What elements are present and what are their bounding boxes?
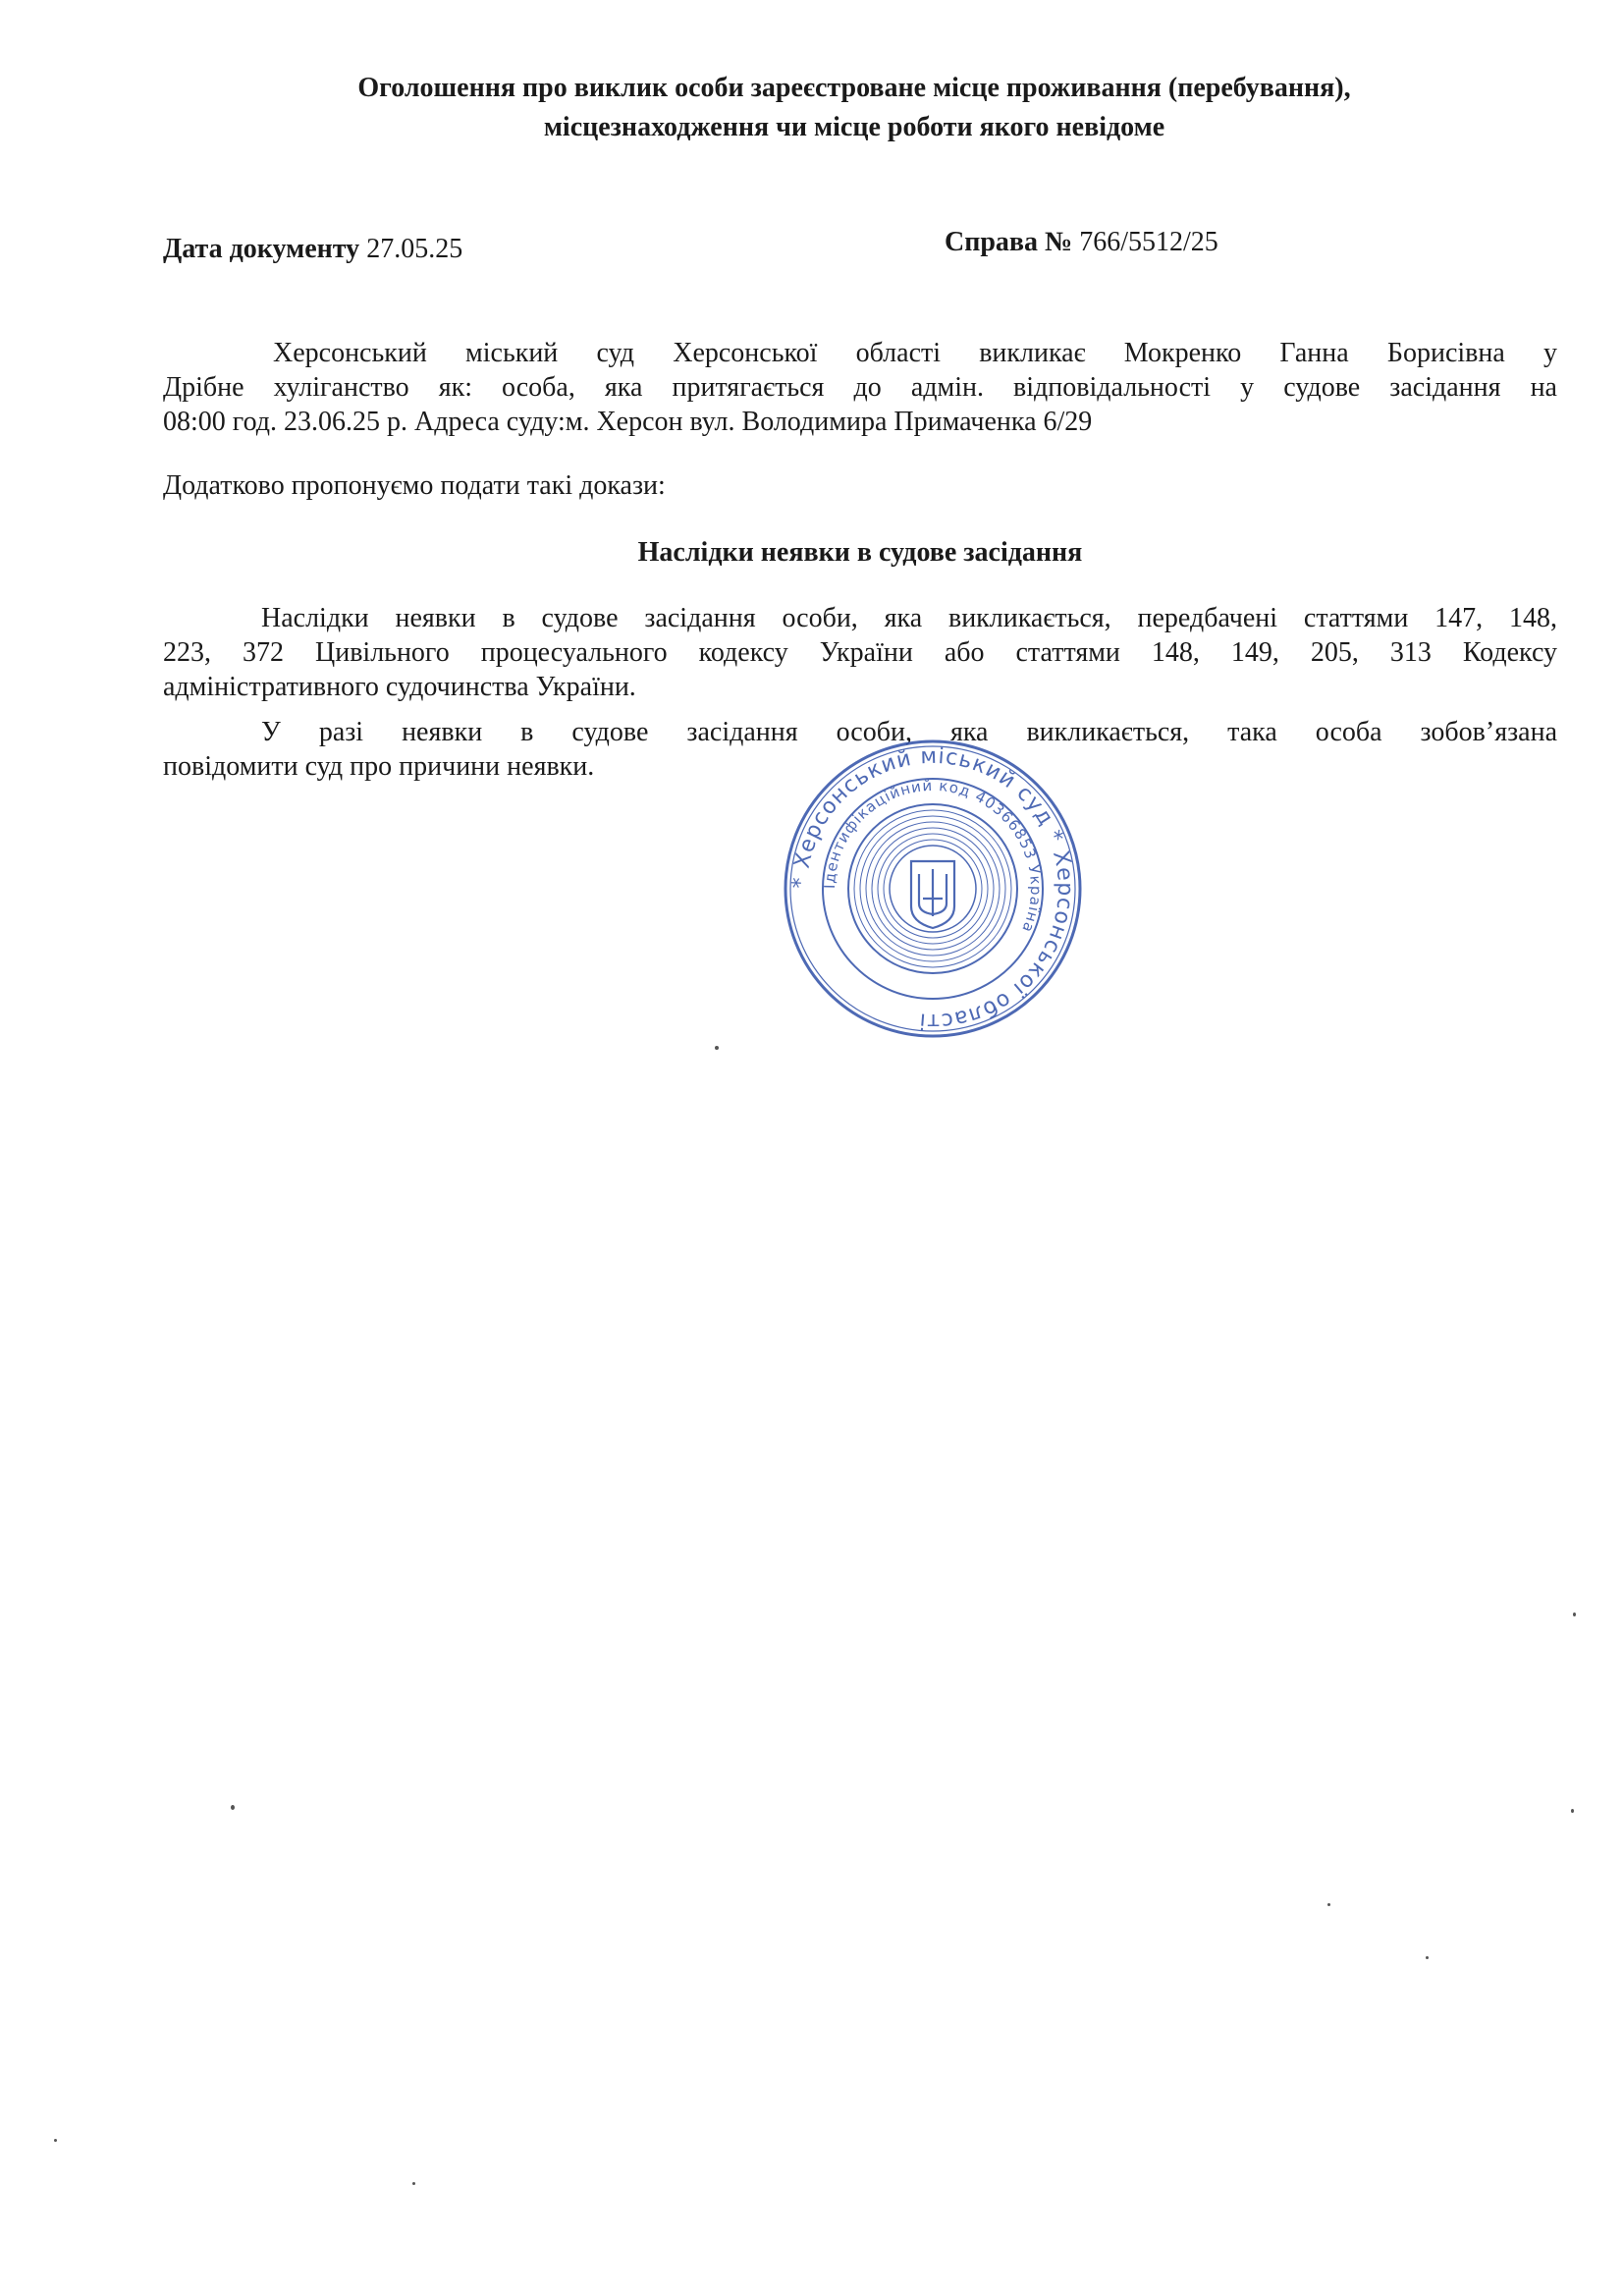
scan-speck bbox=[1573, 1613, 1576, 1616]
scan-speck bbox=[54, 2139, 57, 2142]
scan-speck bbox=[1426, 1956, 1429, 1959]
title-line-1: Оголошення про виклик особи зареєстроване місце проживання (перебування), bbox=[357, 73, 1351, 103]
scan-speck bbox=[1571, 1809, 1574, 1813]
scan-speck bbox=[231, 1805, 235, 1810]
consequences-paragraph bbox=[163, 601, 1557, 704]
case-value: 766/5512/25 bbox=[1079, 227, 1218, 257]
seal-outer-text: * Херсонський міський суд * Херсонської області bbox=[787, 743, 1078, 1034]
summons-line-3: 08:00 год. 23.06.25 р. Адреса суду:м. Херсон вул. Володимира Примаченка 6/29 bbox=[163, 407, 1093, 437]
summons-line-2: Дрібне хуліганство як: особа, яка притягається до адмін. відповідальності у судове засідання на bbox=[163, 372, 1557, 403]
notice-line-1: У разі неявки в судове засідання особи, яка викликається, така особа зобов’язана bbox=[261, 717, 1557, 747]
date-label: Дата документу bbox=[163, 234, 360, 264]
trident-emblem-icon bbox=[911, 861, 954, 928]
date-value: 27.05.25 bbox=[366, 234, 463, 264]
summons-line-1: Херсонський міський суд Херсонської області викликає Мокренко Ганна Борисівна у bbox=[273, 338, 1557, 368]
notice-line-2: повідомити суд про причини неявки. bbox=[163, 751, 595, 782]
scan-speck bbox=[1327, 1903, 1330, 1906]
scan-speck bbox=[412, 2182, 415, 2185]
seal-inner-text: Ідентифікаційний код 40366853 Україна bbox=[820, 776, 1046, 936]
consequences-line-2: 223, 372 Цивільного процесуального кодексу України або статтями 148, 149, 205, 313 Кодексу bbox=[163, 637, 1557, 668]
title-line-2: місцезнаходження чи місце роботи якого невідоме bbox=[543, 112, 1165, 142]
document-title bbox=[167, 69, 1542, 147]
evidence-text: Додатково пропонуємо подати такі докази: bbox=[163, 470, 666, 501]
case-number bbox=[945, 225, 1218, 260]
scan-speck bbox=[715, 1046, 719, 1050]
case-label: Справа № bbox=[945, 227, 1073, 257]
section-heading: Наслідки неявки в судове засідання bbox=[637, 537, 1083, 568]
summons-paragraph bbox=[163, 336, 1557, 439]
consequences-line-1: Наслідки неявки в судове засідання особи, яка викликається, передбачені статтями 147, 148, bbox=[261, 603, 1557, 633]
court-seal-stamp bbox=[776, 732, 1090, 1046]
document-date bbox=[163, 232, 462, 267]
evidence-paragraph bbox=[163, 468, 1557, 503]
consequences-line-3: адміністративного судочинства України. bbox=[163, 672, 636, 702]
